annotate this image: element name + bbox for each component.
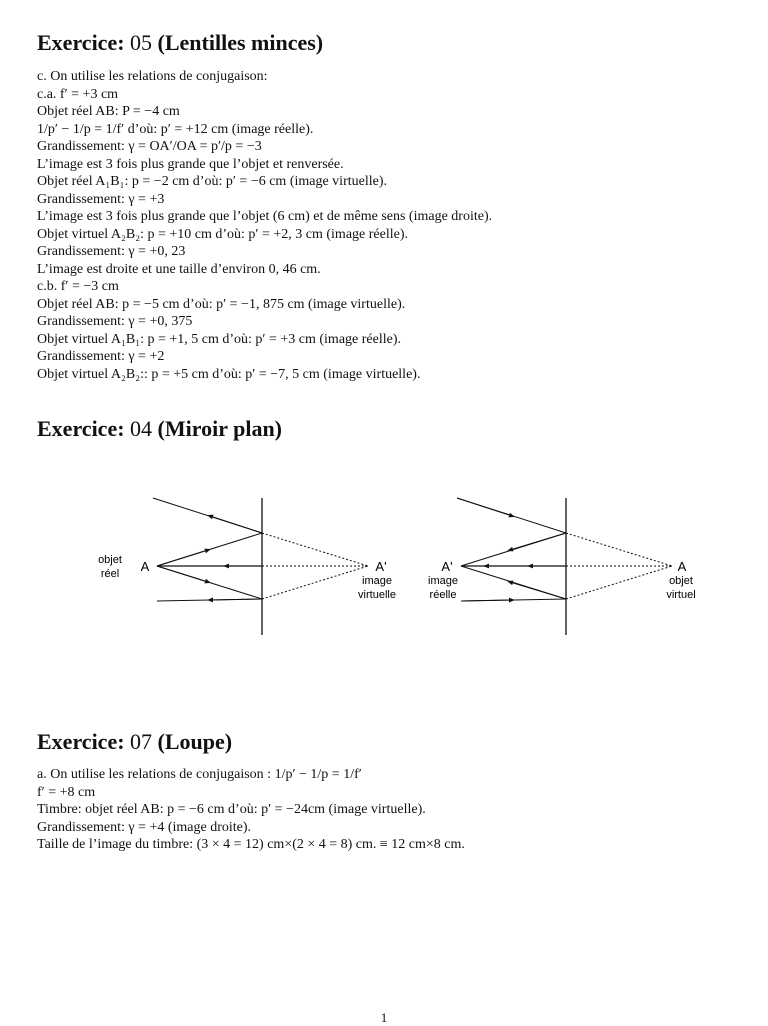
arrow <box>157 566 208 582</box>
title-label: Exercice: <box>37 416 125 441</box>
text-line: c.a. f′ = +3 cm <box>37 86 119 102</box>
text-line: Objet virtuel A₂B₂:: p = +5 cm d’où: p′ = −7, 5 cm (image virtuelle). <box>37 366 421 382</box>
text-line: Grandissement: γ = +2 <box>37 349 165 364</box>
text-line: Grandissement: γ = +0, 375 <box>37 314 193 329</box>
image-label: A <box>677 559 687 574</box>
ex07-body <box>37 766 737 854</box>
arrow <box>210 516 262 533</box>
text-line: Objet virtuel A₂B₂: p = +10 cm d’où: p′ = +2, 3 cm (image réelle). <box>37 226 408 242</box>
title-label: Exercice: <box>37 729 125 754</box>
title-number: 05 <box>130 30 153 55</box>
text-line: f′ = +8 cm <box>37 784 96 800</box>
right-diagram <box>428 498 696 635</box>
text-line: c.b. f′ = −3 cm <box>37 279 119 294</box>
text-line: Grandissement: γ = +4 (image droite). <box>37 819 252 835</box>
arrow <box>157 550 208 566</box>
arrow <box>510 533 566 550</box>
page-number: 1 <box>380 1010 388 1025</box>
arrow <box>457 498 512 516</box>
text-line: 1/p′ − 1/p = 1/f′ d’où: p′ = +12 cm (image réelle). <box>37 121 314 137</box>
point-side-label: réel <box>100 568 120 580</box>
title-number: 07 <box>130 729 153 754</box>
text-line: Timbre: objet réel AB: p = −6 cm d’où: p′ = −24cm (image virtuelle). <box>37 802 426 817</box>
text-line: Objet réel AB: P = −4 cm <box>37 104 180 119</box>
title-topic: (Lentilles minces) <box>157 30 324 55</box>
text-line: a. On utilise les relations de conjugaison : 1/p′ − 1/p = 1/f′ <box>37 767 362 782</box>
ex05-body <box>37 68 737 383</box>
point-side-label: réelle <box>429 589 457 601</box>
left-diagram <box>98 498 396 635</box>
point-side-label: objet <box>98 554 122 566</box>
title-label: Exercice: <box>37 30 125 55</box>
text-line: Objet réel A₁B₁: p = −2 cm d’où: p′ = −6 cm (image virtuelle). <box>37 174 387 189</box>
text-line: Grandissement: γ = +3 <box>37 191 165 207</box>
point-label: A' <box>441 559 453 574</box>
image-label: A' <box>375 559 387 574</box>
text-line: Grandissement: γ = +0, 23 <box>37 244 186 259</box>
section-title-ex04 <box>37 416 282 442</box>
image-side-label: objet <box>669 575 693 587</box>
title-number: 04 <box>130 416 153 441</box>
text-line: Objet virtuel A₁B₁: p = +1, 5 cm d’où: p′ = +3 cm (image réelle). <box>37 331 401 347</box>
section-title-ex07 <box>37 729 232 755</box>
text-line: L’image est 3 fois plus grande que l’objet (6 cm) et de même sens (image droite). <box>37 209 493 224</box>
text-line: Grandissement: γ = OA′/OA = p′/p = −3 <box>37 139 262 154</box>
virtual-extension <box>566 533 672 566</box>
image-side-label: virtuelle <box>358 589 396 601</box>
virtual-extension <box>262 533 368 566</box>
plane-mirror-diagram <box>0 480 768 650</box>
text-line: c. On utilise les relations de conjugaison: <box>37 69 268 84</box>
title-topic: (Miroir plan) <box>157 416 283 441</box>
point-label: A <box>140 559 150 574</box>
virtual-extension <box>566 566 672 599</box>
text-line: L’image est droite et une taille d’environ 0, 46 cm. <box>37 261 321 277</box>
point-side-label: image <box>428 575 458 587</box>
image-side-label: virtuel <box>666 589 696 601</box>
text-line: Taille de l’image du timbre: (3 × 4 = 12) cm×(2 × 4 = 8) cm. ≡ 12 cm×8 cm. <box>37 837 465 852</box>
arrow <box>461 600 512 601</box>
title-topic: (Loupe) <box>157 729 233 754</box>
virtual-extension <box>262 566 368 599</box>
section-title-ex05 <box>37 30 323 56</box>
text-line: Objet réel AB: p = −5 cm d’où: p′ = −1, 875 cm (image virtuelle). <box>37 296 406 312</box>
image-side-label: image <box>362 575 392 587</box>
arrow <box>210 599 262 600</box>
text-line: L’image est 3 fois plus grande que l’objet et renversée. <box>37 156 344 172</box>
arrow <box>510 582 566 599</box>
